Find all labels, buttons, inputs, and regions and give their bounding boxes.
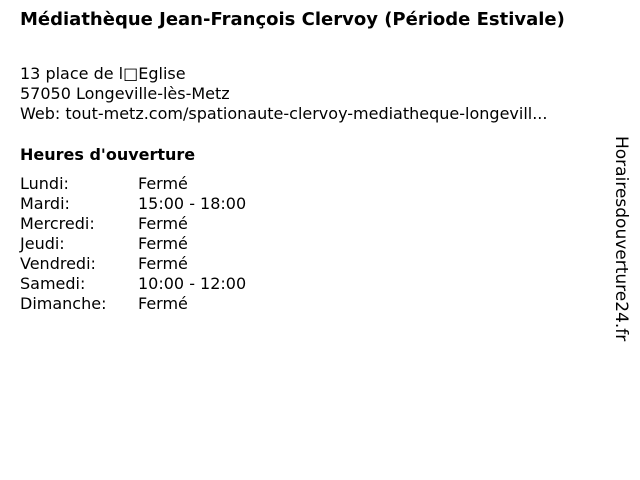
opening-hours-heading: Heures d'ouverture (20, 145, 196, 164)
day-hours: 15:00 - 18:00 (138, 194, 247, 213)
day-hours: Fermé (138, 234, 188, 253)
hours-row-friday (20, 254, 246, 274)
hours-row-thursday (20, 234, 246, 254)
opening-hours-table (20, 174, 246, 314)
day-hours: Fermé (138, 174, 188, 193)
hours-row-saturday (20, 274, 246, 294)
day-hours: Fermé (138, 254, 188, 273)
day-label: Mardi: (20, 194, 70, 213)
day-hours: Fermé (138, 294, 188, 313)
day-hours: Fermé (138, 214, 188, 233)
address-street: 13 place de l□Eglise (20, 64, 186, 83)
hours-row-tuesday (20, 194, 246, 214)
day-label: Dimanche: (20, 294, 107, 313)
day-hours: 10:00 - 12:00 (138, 274, 247, 293)
hours-row-monday (20, 174, 246, 194)
hours-row-wednesday (20, 214, 246, 234)
address-city: 57050 Longeville-lès-Metz (20, 84, 230, 103)
site-brand-vertical: Horairesdouverture24.fr (611, 136, 631, 342)
day-label: Mercredi: (20, 214, 95, 233)
day-label: Jeudi: (20, 234, 65, 253)
hours-row-sunday (20, 294, 246, 314)
page-title: Médiathèque Jean-François Clervoy (Période Estivale) (20, 9, 565, 30)
day-label: Vendredi: (20, 254, 96, 273)
day-label: Samedi: (20, 274, 86, 293)
day-label: Lundi: (20, 174, 69, 193)
website-link[interactable]: Web: tout-metz.com/spationaute-clervoy-mediatheque-longevill... (20, 104, 548, 123)
